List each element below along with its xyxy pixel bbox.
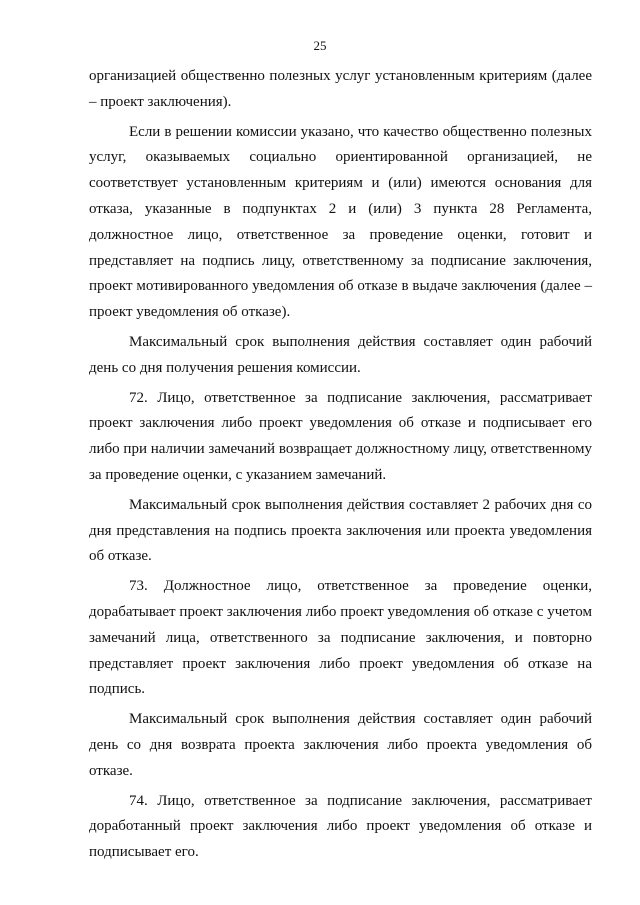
paragraph-item-73: 73. Должностное лицо, ответственное за проведение оценки, дорабатывает проект заключения либо проект уведомления об отказе с учетом замечаний лица, ответственного за подписание заключения, и повторно представляет проект заключения либо проект уведомления об отказе на подпись. — [89, 578, 592, 698]
document-body — [89, 64, 592, 866]
paragraph-deadline-3: Максимальный срок выполнения действия составляет один рабочий день со дня возврата проекта заключения либо проекта уведомления об отказе. — [89, 711, 592, 779]
paragraph-commission-decision: Если в решении комиссии указано, что качество общественно полезных услуг, оказываемых социально ориентированной организацией, не соответствует установленным критериям и (или) имеются основания для отказа, указанные в подпунктах 2 и (или) 3 пункта 28 Регламента, должностное лицо, ответственное за проведение оценки, готовит и представляет на подпись лицу, ответственному за подписание заключения, проект мотивированного уведомления об отказе в выдаче заключения (далее – проект уведомления об отказе). — [89, 123, 592, 321]
paragraph-deadline-2: Максимальный срок выполнения действия составляет 2 рабочих дня со дня представления на подпись проекта заключения или проекта уведомления об отказе. — [89, 496, 592, 565]
paragraph-item-74: 74. Лицо, ответственное за подписание заключения, рассматривает доработанный проект заключения либо проект уведомления об отказе и подписывает его. — [89, 792, 592, 861]
paragraph-continuation: организацией общественно полезных услуг установленным критериям (далее – проект заключения). — [89, 68, 592, 110]
page-number: 25 — [313, 38, 327, 53]
paragraph-item-72: 72. Лицо, ответственное за подписание заключения, рассматривает проект заключения либо проект уведомления об отказе и подписывает его либо при наличии замечаний возвращает должностному лицу, ответственному за проведение оценки, с указанием замечаний. — [89, 389, 592, 483]
paragraph-deadline-1: Максимальный срок выполнения действия составляет один рабочий день со дня получения решения комиссии. — [89, 333, 592, 376]
